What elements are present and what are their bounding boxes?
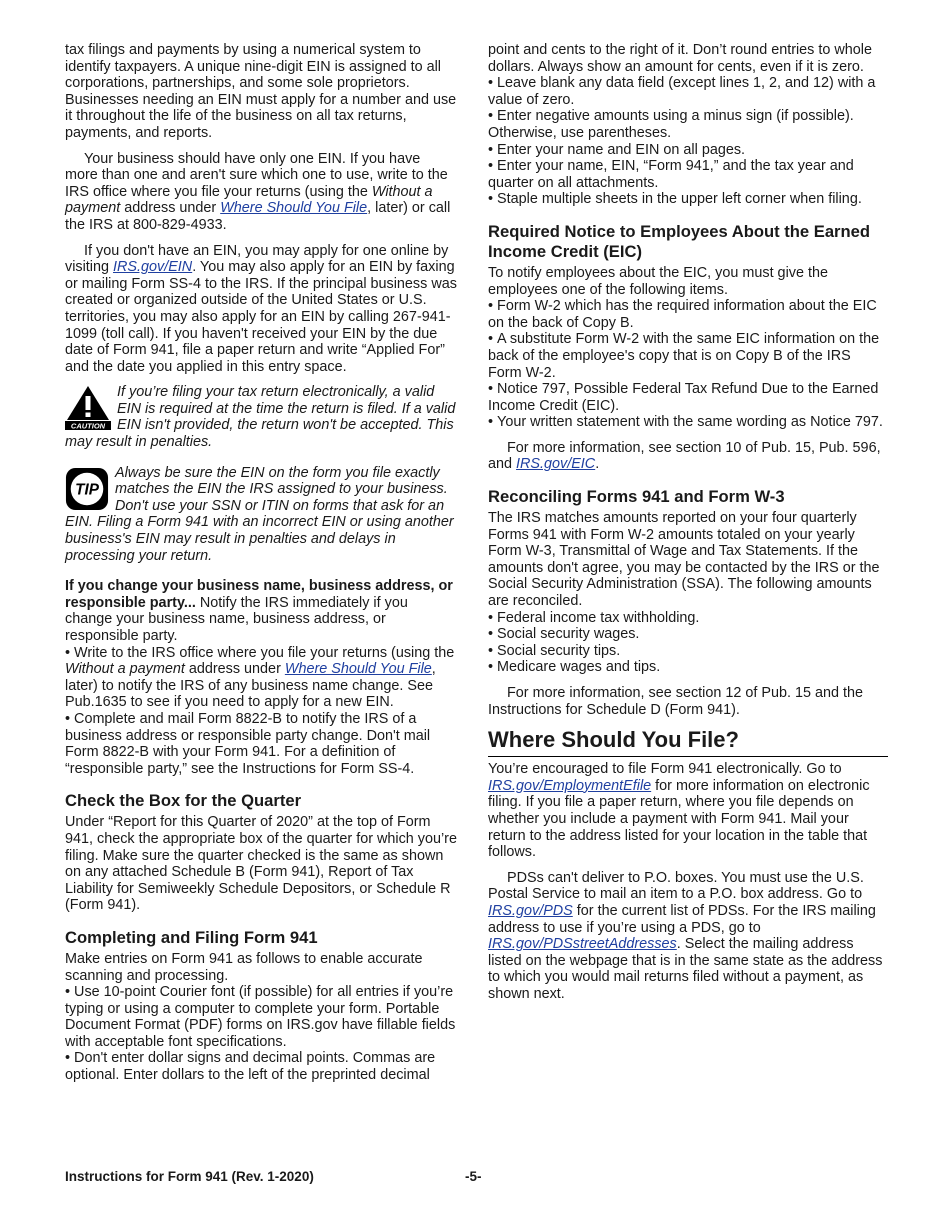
list-item: • Notice 797, Possible Federal Tax Refund Due to the Earned Income Credit (EIC). bbox=[488, 381, 888, 414]
svg-text:CAUTION: CAUTION bbox=[70, 421, 106, 431]
caution-text: If you’re filing your tax return electronically, a valid EIN is required at the time the return is filed. If a valid EIN isn't provided, the return won't be accepted. This may result in penalties. bbox=[65, 384, 456, 451]
list-item: • Complete and mail Form 8822-B to notify the IRS of a business address or responsible party change. Don't mail Form 8822-B with your Form 941. For a definition of “responsible party,” see the Instructions for Form SS-4. bbox=[65, 711, 457, 777]
eic-more-paragraph: For more information, see section 10 of Pub. 15, Pub. 596, and IRS.gov/EIC. bbox=[488, 439, 881, 473]
where-should-you-file-link[interactable]: Where Should You File bbox=[284, 661, 432, 678]
pds-paragraph: PDSs can't deliver to P.O. boxes. You must use the U.S. Postal Service to mail an item to a P.O. box address. Go to IRS.gov/PDS for the current list of PDSs. For the IRS mailing address to use if you’re using a PDS, go to IRS.gov/PDSstreetAddresses. Select the mailing address listed on the webpage that is in the same state as the address to which you would mail returns filed without a payment, as shown next. bbox=[488, 869, 883, 1002]
eic-heading: Required Notice to Employees About the Earned Income Credit (EIC) bbox=[488, 221, 871, 261]
tip-icon bbox=[65, 467, 109, 511]
where-file-paragraph: You’re encouraged to file Form 941 electronically. Go to IRS.gov/EmploymentEfile for more information on electronic filing. If you file a paper return, where you file depends on whether you include a payment with Form 941. Mail your return to the address listed for your location in the table that follows. bbox=[488, 761, 870, 861]
completing-filing-heading: Completing and Filing Form 941 bbox=[65, 927, 318, 947]
list-item: • Staple multiple sheets in the upper left corner when filing. bbox=[488, 191, 888, 208]
list-item: • A substitute Form W-2 with the same EIC information on the back of the employee's copy that is on Copy B of the IRS Form W-2. bbox=[488, 331, 888, 381]
tip-note bbox=[65, 465, 457, 565]
apply-ein-paragraph: If you don't have an EIN, you may apply for one online by visiting IRS.gov/EIN. You may also apply for an EIN by faxing or mailing Form SS-4 to the IRS. If the principal business was created or organized outside of the United States or U.S. territories, you may also apply for an EIN by calling 267-941-1099 (toll call). If you haven't received your EIN by the due date of Form 941, file a paper return and write “Applied For” and the date you applied in this entry space. bbox=[65, 242, 457, 375]
list-item: • Enter your name and EIN on all pages. bbox=[488, 142, 888, 159]
tip-text: Always be sure the EIN on the form you file exactly matches the EIN the IRS assigned to your business. Don't use your SSN or ITIN on forms that ask for an EIN. Filing a Form 941 with an incorrect EIN or using another business's EIN may result in penalties and delays in processing your return. bbox=[65, 464, 454, 564]
change-business-paragraph: If you change your business name, business address, or responsible party... Notify the IRS immediately if you change your business name, business address, or responsible party. bbox=[65, 578, 453, 644]
one-ein-paragraph: Your business should have only one EIN. If you have more than one and aren't sure which one to use, write to the IRS office where you file your returns (using the Without a payment address under Where Should You File, later) or call the IRS at 800-829-4933. bbox=[65, 150, 451, 233]
list-item: • Your written statement with the same wording as Notice 797. bbox=[488, 414, 888, 431]
list-item: • Social security wages. bbox=[488, 626, 888, 643]
list-item: • Leave blank any data field (except lines 1, 2, and 12) with a value of zero. bbox=[488, 75, 888, 108]
reconciling-paragraph: The IRS matches amounts reported on your four quarterly Forms 941 with Form W-2 amounts totaled on your yearly Form W-3, Transmittal of Wage and Tax Statements. If the amounts don't agree, you may be contacted by the IRS or the Social Security Administration (SSA). The following amounts are reconciled. bbox=[488, 510, 880, 610]
irs-eic-link[interactable]: IRS.gov/EIC bbox=[516, 456, 596, 473]
caution-icon bbox=[65, 384, 111, 430]
list-item: • Don't enter dollar signs and decimal points. Commas are optional. Enter dollars to the left of the preprinted decimal bbox=[65, 1050, 457, 1083]
pds-street-addresses-link[interactable]: IRS.gov/PDSstreetAddresses bbox=[488, 936, 677, 953]
check-box-paragraph: Under “Report for this Quarter of 2020” at the top of Form 941, check the appropriate box of the quarter for which you’re filing. Make sure the quarter checked is the same as shown on any attached Schedule B (Form 941), Report of Tax Liability for Semiweekly Schedule Depositors, or Schedule R (Form 941). bbox=[65, 814, 457, 914]
list-item: • Enter your name, EIN, “Form 941,” and the tax year and quarter on all attachments. bbox=[488, 158, 888, 191]
irs-pds-link[interactable]: IRS.gov/PDS bbox=[488, 902, 573, 919]
list-item: • Form W-2 which has the required information about the EIC on the back of Copy B. bbox=[488, 298, 888, 331]
reconciling-heading: Reconciling Forms 941 and Form W-3 bbox=[488, 487, 785, 507]
check-box-heading: Check the Box for the Quarter bbox=[65, 791, 302, 811]
svg-text:TIP: TIP bbox=[75, 481, 99, 499]
list-item: • Write to the IRS office where you file your returns (using the Without a payment address under Where Should You File, later) to notify the IRS of any business name change. See Pub.1635 to see if you need to apply for a new EIN. bbox=[65, 645, 457, 711]
completing-filing-paragraph: Make entries on Form 941 as follows to enable accurate scanning and processing. bbox=[65, 950, 423, 984]
right-column bbox=[488, 42, 888, 1012]
caution-note bbox=[65, 384, 457, 450]
list-item: • Medicare wages and tips. bbox=[488, 659, 888, 676]
continued-paragraph: point and cents to the right of it. Don’t round entries to whole dollars. Always show an amount for cents, even if it is zero. bbox=[488, 42, 872, 75]
reconciling-more-paragraph: For more information, see section 12 of Pub. 15 and the Instructions for Schedule D (Form 941). bbox=[488, 685, 863, 718]
list-item: • Use 10-point Courier font (if possible) for all entries if you’re typing or using a computer to complete your form. Portable Document Format (PDF) forms on IRS.gov have fillable fields with acceptable font specifications. bbox=[65, 984, 457, 1050]
list-item: • Enter negative amounts using a minus sign (if possible). Otherwise, use parentheses. bbox=[488, 108, 888, 141]
where-should-you-file-heading: Where Should You File? bbox=[488, 727, 888, 757]
employment-efile-link[interactable]: IRS.gov/EmploymentEfile bbox=[488, 777, 652, 794]
irs-ein-link[interactable]: IRS.gov/EIN bbox=[113, 259, 193, 276]
left-column bbox=[65, 42, 457, 1084]
list-item: • Social security tips. bbox=[488, 643, 888, 660]
page-number: -5- bbox=[465, 1169, 482, 1184]
where-should-you-file-link[interactable]: Where Should You File bbox=[220, 200, 368, 217]
footer-title: Instructions for Form 941 (Rev. 1-2020) bbox=[65, 1169, 314, 1184]
ein-intro-paragraph: tax filings and payments by using a numerical system to identify taxpayers. A unique nine-digit EIN is assigned to all corporations, partnerships, and some sole proprietors. Businesses needing an EIN must apply for a number and use it throughout the life of the business on all tax returns, payments, and reports. bbox=[65, 42, 457, 141]
eic-paragraph: To notify employees about the EIC, you must give the employees one of the following items. bbox=[488, 264, 828, 298]
list-item: • Federal income tax withholding. bbox=[488, 610, 888, 627]
